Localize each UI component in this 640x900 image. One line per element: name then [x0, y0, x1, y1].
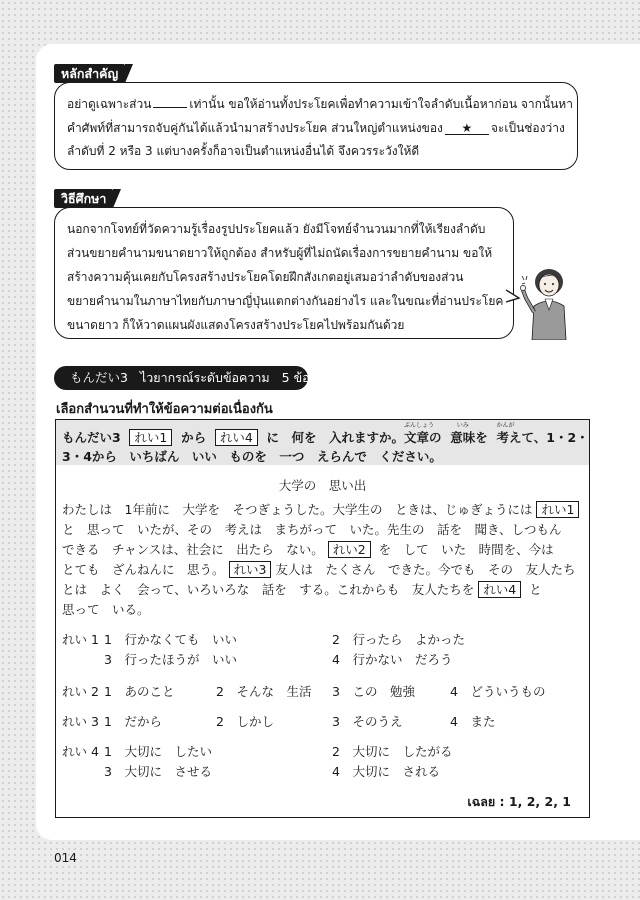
option-item[interactable]: 4 行かない だろう — [332, 652, 453, 667]
study-line: นอกจากโจทย์ที่วัดความรู้เรื่องรูปประโยคแล้ว ยังมีโจทย์จำนวนมากที่ให้เรียงลำดับ — [67, 222, 486, 236]
blank-box-4: れい4 — [215, 429, 258, 446]
option-item[interactable]: 2 そんな 生活 — [216, 684, 312, 699]
story-text: できる チャンスは、社会に 出たら ない。 — [62, 542, 324, 557]
option-group-label: れい 2 — [62, 684, 99, 699]
question-text: から — [181, 430, 207, 445]
ruby-base: 意味 — [450, 430, 476, 445]
bubble-tail — [505, 288, 521, 306]
key-point-line-1 — [67, 95, 573, 114]
ruby-reading: ぶんしょう — [404, 422, 435, 429]
ruby-reading: いみ — [456, 422, 469, 429]
story-text: と — [529, 582, 542, 597]
quiz-instruction: เลือกสำนวนที่ทำให้ข้อความต่อเนื่องกัน — [56, 402, 273, 417]
question-line-1 — [62, 422, 589, 446]
story-line-4 — [62, 560, 575, 578]
option-item[interactable]: 3 この 勉強 — [332, 684, 415, 699]
quiz-count: 5 ข้อ — [281, 370, 310, 385]
star-blank — [445, 122, 489, 135]
story-blank-2: れい2 — [328, 541, 371, 558]
quiz-header — [54, 366, 308, 390]
story-text: を して いた 時間を、今は — [378, 542, 554, 557]
study-method-tag: วิธีศึกษา — [54, 189, 113, 208]
star-icon: ★ — [461, 121, 473, 135]
option-item[interactable]: 3 そのうえ — [332, 714, 403, 729]
quiz-title: もんだい3 — [70, 370, 128, 385]
study-method-speech-bubble — [54, 207, 514, 339]
story-blank-1: れい1 — [536, 501, 579, 518]
story-line-2: と 思って いたが、その 考えは まちがって いた。先生の 話を 聞き、しつもん — [62, 522, 562, 537]
key-point-line-3: ลำดับที่ 2 หรือ 3 แต่บางครั้งก็อาจเป็นตำแหน่งอื่นได้ จึงควรระวังให้ดี — [67, 144, 420, 158]
ruby-base: 考 — [496, 430, 510, 445]
option-item[interactable]: 3 大切に させる — [104, 764, 212, 779]
blank-line — [153, 96, 187, 108]
key-point-text: จะเป็นช่องว่าง — [490, 121, 565, 135]
key-point-text: คำศัพท์ที่สามารถจับคู่กันได้แล้วนำมาสร้างประโยค ส่วนใหญ่ตำแหน่งของ — [67, 121, 443, 135]
option-item[interactable]: 1 行かなくても いい — [104, 632, 237, 647]
option-item[interactable]: 4 どういうもの — [450, 684, 546, 699]
option-item[interactable]: 1 あのこと — [104, 684, 175, 699]
key-point-box — [54, 82, 578, 170]
option-item[interactable]: 4 大切に される — [332, 764, 440, 779]
study-line: ขนาดยาว ก็ให้วาดแผนผังแสดงโครงสร้างประโยคไปพร้อมกันด้วย — [67, 318, 405, 332]
option-item[interactable]: 1 大切に したい — [104, 744, 212, 759]
question-text: もんだい3 — [62, 430, 121, 445]
key-point-text: เท่านั้น ขอให้อ่านทั้งประโยคเพื่อทำความเข้าใจลำดับเนื้อหาก่อน จากนั้นหา — [189, 97, 573, 111]
question-text: えて、1・2・ — [509, 430, 589, 445]
question-text: の — [429, 430, 442, 445]
option-group-label: れい 3 — [62, 714, 99, 729]
key-point-text: อย่าดูเฉพาะส่วน — [67, 97, 152, 111]
story-title: 大学の 思い出 — [278, 478, 367, 493]
blank-box-1: れい1 — [129, 429, 172, 446]
answer-key: เฉลย : 1, 2, 2, 1 — [467, 794, 571, 809]
ruby-reading: かんが — [496, 422, 515, 429]
story-line-3 — [62, 540, 554, 558]
question-text: に 何を 入れますか。 — [266, 430, 405, 445]
story-blank-3: れい3 — [229, 561, 272, 578]
option-item[interactable]: 4 また — [450, 714, 496, 729]
study-line: ส่วนขยายคำนามขนาดยาวให้ถูกต้อง สำหรับผู้ที่ไม่ถนัดเรื่องการขยายคำนาม ขอให้ — [67, 246, 493, 260]
story-text: とは よく 会って、いろいろな 話を する。これからも 友人たちを — [62, 582, 475, 597]
story-line-5 — [62, 580, 542, 598]
ruby-base: 文章 — [404, 430, 430, 445]
story-blank-4: れい4 — [478, 581, 521, 598]
option-item[interactable]: 2 しかし — [216, 714, 274, 729]
study-line: ขยายคำนามในภาษาไทยกับภาษาญี่ปุ่นแตกต่างกันอย่างไร และในขณะที่อ่านประโยค — [67, 294, 504, 308]
ruby-word — [450, 422, 476, 446]
study-line: สร้างความคุ้นเคยกับโครงสร้างประโยคโดยฝึกสังเกตอยู่เสมอว่าลำดับของส่วน — [67, 270, 464, 284]
question-line-2: 3・4から いちばん いい ものを 一つ えらんで ください。 — [62, 449, 442, 464]
option-item[interactable]: 3 行ったほうが いい — [104, 652, 237, 667]
teacher-character-icon — [520, 266, 572, 340]
option-item[interactable]: 2 行ったら よかった — [332, 632, 465, 647]
question-box — [55, 419, 590, 818]
ruby-word — [404, 422, 435, 446]
story-line-6: 思って いる。 — [62, 602, 150, 617]
page-number: 014 — [54, 851, 77, 865]
question-header — [56, 420, 589, 465]
key-point-tag: หลักสำคัญ — [54, 64, 125, 83]
option-item[interactable]: 1 だから — [104, 714, 162, 729]
option-item[interactable]: 2 大切に したがる — [332, 744, 453, 759]
story-text: 友人は たくさん できた。今でも その 友人たち — [275, 562, 576, 577]
question-text: を — [475, 430, 488, 445]
quiz-subtitle: ไวยากรณ์ระดับข้อความ — [139, 370, 270, 385]
key-point-line-2 — [67, 119, 565, 138]
story-line-1 — [62, 500, 579, 518]
ruby-word — [496, 422, 515, 446]
story-text: とても ざんねんに 思う。 — [62, 562, 225, 577]
option-group-label: れい 1 — [62, 632, 99, 647]
story-text: わたしは 1年前に 大学を そつぎょうした。大学生の ときは、じゅぎょうには — [62, 502, 533, 517]
option-group-label: れい 4 — [62, 744, 99, 759]
